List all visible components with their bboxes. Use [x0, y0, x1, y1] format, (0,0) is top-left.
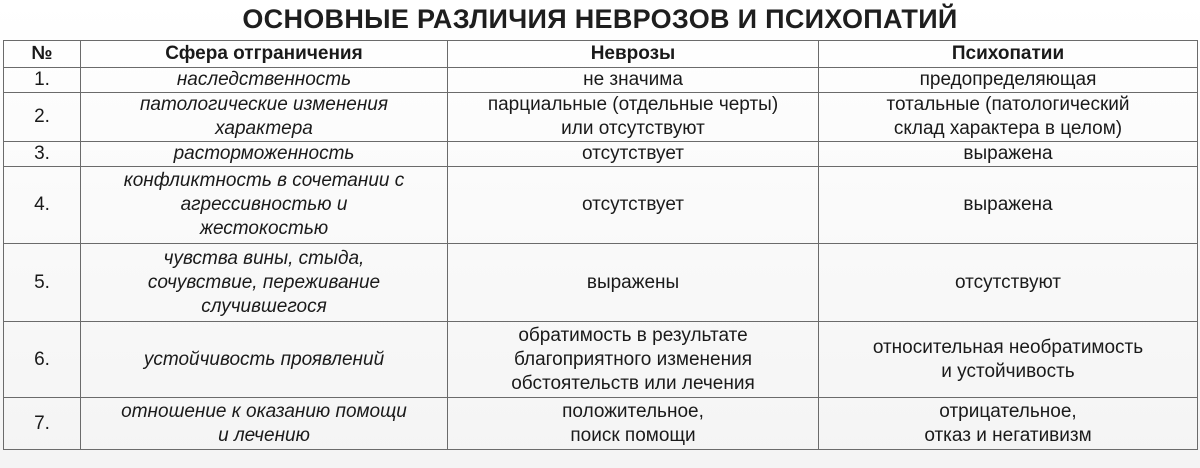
cell-text-line: положительное,: [562, 400, 704, 422]
sphere-cell: [81, 167, 448, 244]
table-row: [4, 244, 1198, 322]
sphere-cell: [81, 398, 448, 450]
cell-text-line: относительная необратимость: [872, 336, 1144, 358]
table-row: [4, 398, 1198, 450]
neuroses-cell: [448, 167, 819, 244]
neuroses-cell: [448, 398, 819, 450]
sphere-cell: [81, 142, 448, 167]
cell-text-line: отсутствуют: [954, 271, 1062, 293]
neuroses-cell: [448, 142, 819, 167]
cell-text-line: конфликтность в сочетании с: [123, 170, 405, 191]
page-title: ОСНОВНЫЕ РАЗЛИЧИЯ НЕВРОЗОВ И ПСИХОПАТИЙ: [242, 4, 958, 34]
table-body: [4, 68, 1198, 450]
header-psychopathies: Психопатии: [819, 41, 1198, 68]
neuroses-cell: [448, 244, 819, 322]
neuroses-cell: [448, 68, 819, 93]
neuroses-cell: [448, 93, 819, 142]
cell-text-line: чувства вины, стыда,: [163, 247, 365, 269]
header-neuroses: Неврозы: [448, 41, 819, 68]
row-number: 4.: [4, 167, 81, 244]
row-number: 6.: [4, 322, 81, 398]
sphere-cell: [81, 93, 448, 142]
cell-text-line: склад характера в целом): [893, 118, 1123, 139]
cell-text-line: тотальные (патологический: [886, 94, 1130, 115]
psychopathies-cell: [819, 93, 1198, 142]
cell-text-line: отсутствует: [582, 143, 684, 164]
table-row: [4, 322, 1198, 398]
cell-text-line: обратимость в результате: [518, 324, 748, 346]
row-number: 7.: [4, 398, 81, 450]
comparison-table: [3, 40, 1198, 450]
cell-text-line: и лечению: [218, 424, 310, 446]
cell-text-line: сочувствие, переживание: [147, 271, 381, 293]
header-sphere: Сфера отграничения: [81, 41, 448, 68]
row-number: 1.: [4, 68, 81, 93]
cell-text-line: наследственность: [176, 69, 352, 90]
cell-text-line: благоприятного изменения: [513, 348, 753, 370]
cell-text-line: характера: [215, 118, 313, 139]
cell-text-line: отсутствует: [582, 194, 684, 215]
table-row: [4, 167, 1198, 244]
table-row: [4, 93, 1198, 142]
psychopathies-cell: [819, 142, 1198, 167]
cell-text-line: случившегося: [201, 295, 327, 317]
cell-text-line: выражена: [963, 194, 1053, 215]
cell-text-line: жестокостью: [199, 218, 329, 239]
sphere-cell: [81, 68, 448, 93]
cell-text-line: обстоятельств или лечения: [511, 372, 755, 394]
sphere-cell: [81, 322, 448, 398]
cell-text-line: патологические изменения: [139, 94, 389, 115]
table-header-row: [4, 41, 1198, 68]
psychopathies-cell: [819, 68, 1198, 93]
neuroses-cell: [448, 322, 819, 398]
cell-text-line: или отсутствуют: [561, 118, 705, 139]
psychopathies-cell: [819, 322, 1198, 398]
cell-text-line: устойчивость проявлений: [143, 348, 385, 370]
cell-text-line: поиск помощи: [570, 424, 696, 446]
cell-text-line: расторможенность: [173, 143, 355, 164]
cell-text-line: парциальные (отдельные черты): [487, 94, 779, 115]
cell-text-line: отказ и негативизм: [924, 424, 1092, 446]
table-row: [4, 68, 1198, 93]
row-number: 3.: [4, 142, 81, 167]
row-number: 2.: [4, 93, 81, 142]
row-number: 5.: [4, 244, 81, 322]
psychopathies-cell: [819, 244, 1198, 322]
cell-text-line: отрицательное,: [939, 400, 1077, 422]
cell-text-line: выражена: [963, 143, 1053, 164]
cell-text-line: выражены: [586, 271, 680, 293]
psychopathies-cell: [819, 167, 1198, 244]
cell-text-line: предопределяющая: [919, 69, 1097, 90]
cell-text-line: агрессивностью и: [180, 194, 348, 215]
header-num: №: [4, 41, 81, 68]
cell-text-line: и устойчивость: [941, 360, 1075, 382]
cell-text-line: не значима: [583, 69, 683, 90]
cell-text-line: отношение к оказанию помощи: [121, 400, 407, 422]
sphere-cell: [81, 244, 448, 322]
table-row: [4, 142, 1198, 167]
psychopathies-cell: [819, 398, 1198, 450]
